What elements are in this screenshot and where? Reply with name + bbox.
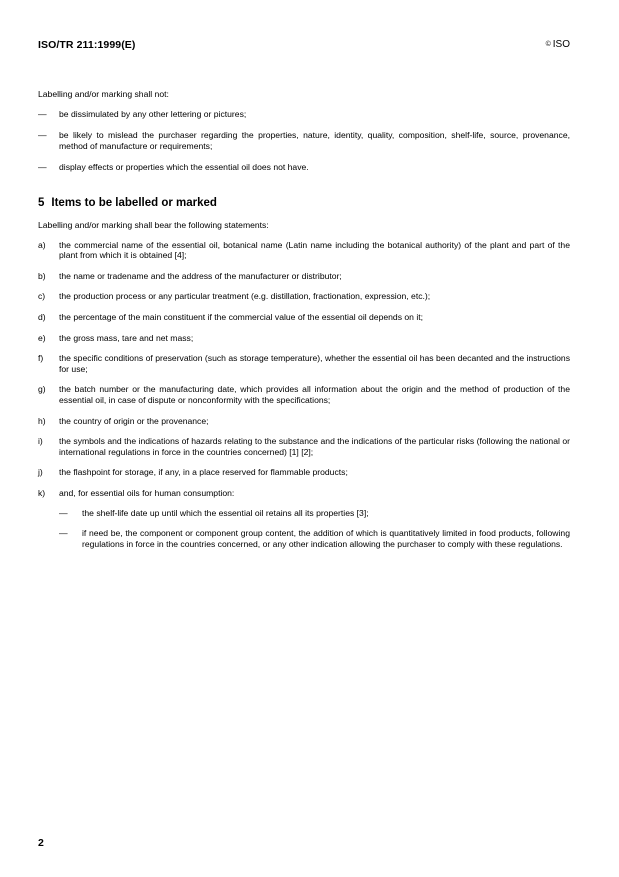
list-item [38, 488, 570, 549]
list-item-label: e) [38, 332, 46, 343]
intro-list-text: be dissimulated by any other lettering or pictures; [59, 108, 247, 119]
dash-marker: — [38, 130, 47, 141]
list-item-text: the name or tradename and the address of the manufacturer or distributor; [59, 270, 342, 281]
list-item [38, 416, 570, 427]
list-item-text: the country of origin or the provenance; [59, 415, 209, 426]
list-item-label: c) [38, 291, 46, 302]
list-item-label: k) [38, 487, 46, 498]
sub-list-item [59, 528, 570, 549]
intro-list-item [38, 162, 570, 173]
copyright-symbol: © [545, 41, 551, 48]
list-item [38, 353, 570, 374]
section-number: 5 [38, 196, 45, 209]
list-item-label: f) [38, 353, 44, 364]
document-body [38, 89, 570, 559]
list-item-text: the flashpoint for storage, if any, in a place reserved for flammable products; [59, 467, 348, 478]
list-item [38, 436, 570, 457]
list-item [38, 384, 570, 405]
document-id: ISO/TR 211:1999(E) [38, 39, 136, 51]
dash-marker: — [38, 162, 47, 173]
section-lead: Labelling and/or marking shall bear the following statements: [38, 219, 269, 230]
intro-list-text: display effects or properties which the essential oil does not have. [59, 162, 309, 173]
list-item-text: the commercial name of the essential oil, botanical name (Latin name including the botanical authority) of the plant and part of the plant from which it is obtained [4]; [59, 239, 570, 261]
list-item-label: i) [38, 436, 43, 447]
list-item-label: a) [38, 239, 46, 250]
dash-marker: — [38, 108, 47, 119]
list-item-text: the specific conditions of preservation (such as storage temperature), whether the essential oil has been decanted and the instructions for use; [59, 353, 570, 374]
list-item-label: h) [38, 415, 46, 426]
sub-list [59, 508, 570, 549]
list-item-text: the batch number or the manufacturing date, which provides all information about the origin and the method of production of the essential oil, in case of dispute or nonconformity with the specifications; [59, 384, 570, 405]
list-item-text: the symbols and the indications of hazards relating to the substance and the indications of the particular risks (following the national or international regulations in force in the countries concerned) [1] [2]; [59, 436, 570, 457]
list-item [38, 240, 570, 261]
list-item [38, 333, 570, 344]
list-item-label: j) [38, 467, 43, 478]
intro-list-text: be likely to mislead the purchaser regarding the properties, nature, identity, quality, composition, shelf-life, source, provenance, method of manufacture or requirements; [59, 130, 570, 151]
list-item [38, 467, 570, 478]
intro-list-item [38, 130, 570, 151]
sub-list-text: the shelf-life date up until which the essential oil retains all its properties [3]; [82, 508, 369, 519]
section-heading [38, 197, 570, 210]
list-item [38, 291, 570, 302]
list-item-text: and, for essential oils for human consumption: [59, 487, 235, 498]
intro-list-item [38, 109, 570, 120]
copyright-org: ISO [552, 39, 570, 50]
list-item [38, 312, 570, 323]
section-title: Items to be labelled or marked [51, 196, 217, 209]
list-item-label: d) [38, 311, 46, 322]
list-item-label: g) [38, 384, 46, 395]
list-item-text: the production process or any particular treatment (e.g. distillation, fractionation, expression, etc.); [59, 291, 431, 302]
sub-list-text: if need be, the component or component group content, the addition of which is quantitatively limited in food products, following regulations in force in the countries concerned, or any other indication allowing the purchaser to comply with these regulations. [82, 528, 570, 549]
list-item-label: b) [38, 270, 46, 281]
list-item-text: the percentage of the main constituent if the commercial value of the essential oil depends on it; [59, 311, 424, 322]
copyright-notice [546, 39, 570, 50]
dash-marker: — [59, 528, 68, 539]
page-number: 2 [38, 837, 44, 849]
intro-lead: Labelling and/or marking shall not: [38, 89, 169, 99]
dash-marker: — [59, 508, 68, 519]
list-item [38, 271, 570, 282]
list-item-text: the gross mass, tare and net mass; [59, 332, 194, 343]
sub-list-item [59, 508, 570, 519]
